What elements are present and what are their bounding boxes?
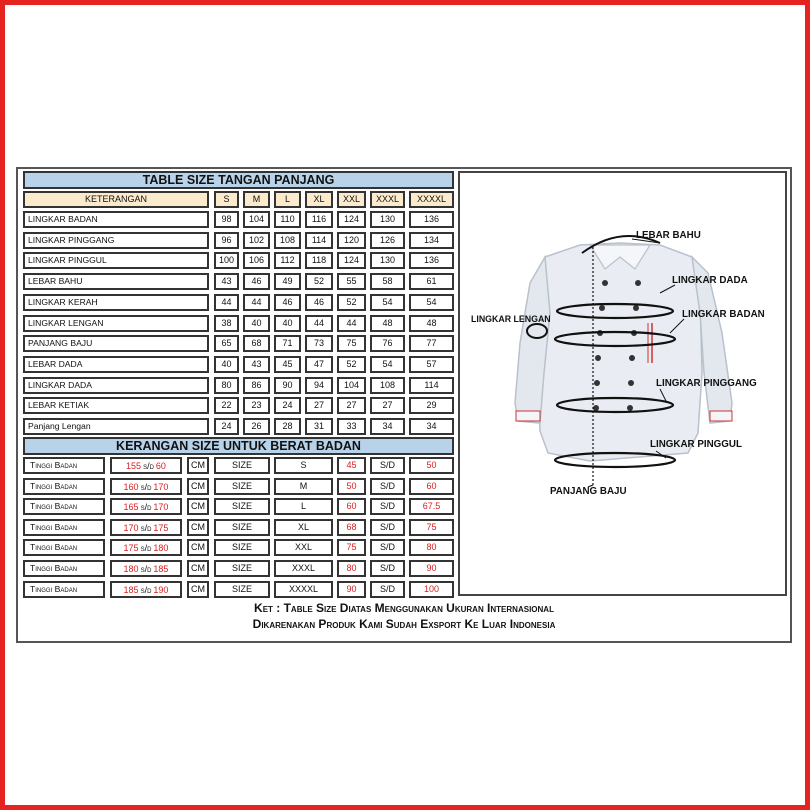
label-panjang-baju: PANJANG BAJU <box>550 486 627 497</box>
size-value-cell: 58 <box>370 273 405 290</box>
size-value-cell: 112 <box>274 252 301 269</box>
height-range-cell <box>110 581 182 598</box>
size-value-cell: 27 <box>305 397 333 414</box>
height-from: 185 <box>123 584 139 595</box>
size-value-cell: 40 <box>274 315 301 332</box>
size-value-cell: 114 <box>305 232 333 249</box>
unit-cm-cell: CM <box>187 560 209 577</box>
row-label: LINGKAR KERAH <box>23 294 209 311</box>
weight-table-title: KERANGAN SIZE UNTUK BERAT BADAN <box>23 437 454 455</box>
size-value-cell: 96 <box>214 232 239 249</box>
size-value-cell: 71 <box>274 335 301 352</box>
height-from: 165 <box>123 502 139 513</box>
size-value-cell: 124 <box>337 252 366 269</box>
weight-from-cell: 45 <box>337 457 366 474</box>
size-value-cell: XXL <box>274 539 333 556</box>
size-value-cell: 54 <box>370 356 405 373</box>
size-value-cell: 27 <box>370 397 405 414</box>
header-size-m: M <box>243 191 270 208</box>
row-label: LINGKAR LENGAN <box>23 315 209 332</box>
size-value-cell: 31 <box>305 418 333 435</box>
size-value-cell: XL <box>274 519 333 536</box>
weight-to-cell: 80 <box>409 539 454 556</box>
weight-from-cell: 60 <box>337 498 366 515</box>
tinggi-badan-label: Tinggi Badan <box>23 519 105 536</box>
size-value-cell: 47 <box>305 356 333 373</box>
header-size-s: S <box>214 191 239 208</box>
height-sep: s/d <box>140 502 152 513</box>
size-value-cell: 77 <box>409 335 454 352</box>
height-to: 185 <box>153 564 169 574</box>
size-value-cell: 98 <box>214 211 239 228</box>
size-value-cell: 44 <box>305 315 333 332</box>
header-size-xxxxl: XXXXL <box>409 191 454 208</box>
height-range-cell <box>110 478 182 495</box>
tinggi-badan-label: Tinggi Badan <box>23 457 105 474</box>
height-from: 175 <box>123 543 139 554</box>
row-label: PANJANG BAJU <box>23 335 209 352</box>
size-value-cell: 52 <box>337 294 366 311</box>
unit-cm-cell: CM <box>187 519 209 536</box>
weight-sep-cell: S/D <box>370 581 405 598</box>
weight-sep-cell: S/D <box>370 478 405 495</box>
size-value-cell: 29 <box>409 397 454 414</box>
size-value-cell: 80 <box>214 377 239 394</box>
left-cuff <box>516 411 540 421</box>
size-value-cell: 54 <box>370 294 405 311</box>
height-from: 180 <box>123 564 139 574</box>
height-to: 170 <box>153 502 169 513</box>
size-value-cell: 40 <box>243 315 270 332</box>
size-label-cell: SIZE <box>214 539 270 556</box>
size-value-cell: 46 <box>274 294 301 311</box>
size-value-cell: 120 <box>337 232 366 249</box>
row-label: LEBAR BAHU <box>23 273 209 290</box>
size-value-cell: 76 <box>370 335 405 352</box>
size-value-cell: 124 <box>337 211 366 228</box>
header-size-xxxl: XXXL <box>370 191 405 208</box>
size-value-cell: 130 <box>370 252 405 269</box>
right-cuff <box>710 411 732 421</box>
size-value-cell: 90 <box>274 377 301 394</box>
tinggi-badan-label: Tinggi Badan <box>23 581 105 598</box>
height-from: 160 <box>123 481 139 492</box>
height-range-cell <box>110 539 182 556</box>
weight-to-cell: 67.5 <box>409 498 454 515</box>
size-value-cell: 43 <box>214 273 239 290</box>
label-lingkar-lengan: LINGKAR LENGAN <box>471 314 551 324</box>
label-lingkar-pinggang: LINGKAR PINGGANG <box>656 378 757 389</box>
size-value-cell: 27 <box>337 397 366 414</box>
jacket-diagram <box>458 171 787 596</box>
weight-from-cell: 68 <box>337 519 366 536</box>
size-value-cell: 49 <box>274 273 301 290</box>
height-from: 155 <box>126 461 142 471</box>
weight-sep-cell: S/D <box>370 560 405 577</box>
weight-to-cell: 75 <box>409 519 454 536</box>
size-value-cell: 68 <box>243 335 270 352</box>
height-to: 180 <box>153 543 169 554</box>
weight-from-cell: 75 <box>337 539 366 556</box>
size-value-cell: XXXL <box>274 560 333 577</box>
size-value-cell: 75 <box>337 335 366 352</box>
height-sep: s/d <box>140 564 152 574</box>
size-value-cell: 22 <box>214 397 239 414</box>
size-value-cell: 65 <box>214 335 239 352</box>
row-label: Panjang Lengan <box>23 418 209 435</box>
size-value-cell: 44 <box>214 294 239 311</box>
unit-cm-cell: CM <box>187 457 209 474</box>
size-value-cell: 57 <box>409 356 454 373</box>
weight-from-cell: 80 <box>337 560 366 577</box>
header-size-xxl: XXL <box>337 191 366 208</box>
unit-cm-cell: CM <box>187 581 209 598</box>
size-table-title: TABLE SIZE TANGAN PANJANG <box>23 171 454 189</box>
size-value-cell: 118 <box>305 252 333 269</box>
size-label-cell: SIZE <box>214 498 270 515</box>
label-lingkar-dada: LINGKAR DADA <box>672 275 748 286</box>
height-sep: s/d <box>140 481 152 492</box>
weight-from-cell: 90 <box>337 581 366 598</box>
size-value-cell: 114 <box>409 377 454 394</box>
weight-sep-cell: S/D <box>370 498 405 515</box>
size-value-cell: 130 <box>370 211 405 228</box>
weight-to-cell: 90 <box>409 560 454 577</box>
height-range-cell <box>110 498 182 515</box>
row-label: LINGKAR BADAN <box>23 211 209 228</box>
size-value-cell: 106 <box>243 252 270 269</box>
size-value-cell: 136 <box>409 211 454 228</box>
height-range-cell <box>110 560 182 577</box>
size-value-cell: 45 <box>274 356 301 373</box>
size-label-cell: SIZE <box>214 457 270 474</box>
size-value-cell: M <box>274 478 333 495</box>
size-value-cell: 52 <box>305 273 333 290</box>
size-value-cell: 102 <box>243 232 270 249</box>
tinggi-badan-label: Tinggi Badan <box>23 560 105 577</box>
unit-cm-cell: CM <box>187 539 209 556</box>
note-line-2: Dikarenakan Produk Kami Sudah Exsport Ke Luar Indonesia <box>252 617 556 631</box>
height-sep: s/d <box>140 543 152 554</box>
label-lingkar-badan: LINGKAR BADAN <box>682 309 765 320</box>
size-value-cell: XXXXL <box>274 581 333 598</box>
row-label: LINGKAR PINGGUL <box>23 252 209 269</box>
size-label-cell: SIZE <box>214 560 270 577</box>
size-value-cell: 136 <box>409 252 454 269</box>
size-value-cell: 44 <box>243 294 270 311</box>
unit-cm-cell: CM <box>187 478 209 495</box>
size-value-cell: 46 <box>305 294 333 311</box>
height-range-cell <box>110 457 182 474</box>
size-value-cell: 34 <box>370 418 405 435</box>
row-label: LEBAR DADA <box>23 356 209 373</box>
weight-to-cell: 100 <box>409 581 454 598</box>
size-value-cell: 34 <box>409 418 454 435</box>
row-label: LINGKAR PINGGANG <box>23 232 209 249</box>
size-value-cell: 134 <box>409 232 454 249</box>
height-range-cell <box>110 519 182 536</box>
size-value-cell: L <box>274 498 333 515</box>
height-sep: s/d <box>140 522 152 533</box>
size-value-cell: 108 <box>274 232 301 249</box>
size-value-cell: 61 <box>409 273 454 290</box>
size-value-cell: 126 <box>370 232 405 249</box>
size-value-cell: 48 <box>370 315 405 332</box>
label-lingkar-pinggul: LINGKAR PINGGUL <box>650 439 742 450</box>
size-value-cell: 43 <box>243 356 270 373</box>
size-value-cell: 100 <box>214 252 239 269</box>
size-value-cell: 104 <box>337 377 366 394</box>
size-value-cell: 33 <box>337 418 366 435</box>
size-value-cell: 52 <box>337 356 366 373</box>
header-size-xl: XL <box>305 191 333 208</box>
header-size-l: L <box>274 191 301 208</box>
height-to: 60 <box>155 461 166 471</box>
size-value-cell: 73 <box>305 335 333 352</box>
tinggi-badan-label: Tinggi Badan <box>23 539 105 556</box>
size-value-cell: 48 <box>409 315 454 332</box>
height-to: 190 <box>153 584 169 595</box>
size-value-cell: 46 <box>243 273 270 290</box>
height-sep: s/d <box>143 461 154 471</box>
weight-to-cell: 50 <box>409 457 454 474</box>
size-label-cell: SIZE <box>214 478 270 495</box>
row-label: LINGKAR DADA <box>23 377 209 394</box>
note-line-1: Ket : Table Size Diatas Menggunakan Ukuran Internasional <box>254 601 554 615</box>
size-value-cell: 86 <box>243 377 270 394</box>
size-value-cell: 54 <box>409 294 454 311</box>
size-value-cell: 55 <box>337 273 366 290</box>
weight-sep-cell: S/D <box>370 539 405 556</box>
size-value-cell: 104 <box>243 211 270 228</box>
height-to: 170 <box>153 481 169 492</box>
tinggi-badan-label: Tinggi Badan <box>23 478 105 495</box>
size-value-cell: 44 <box>337 315 366 332</box>
size-value-cell: S <box>274 457 333 474</box>
height-from: 170 <box>123 522 139 533</box>
unit-cm-cell: CM <box>187 498 209 515</box>
size-value-cell: 28 <box>274 418 301 435</box>
size-value-cell: 110 <box>274 211 301 228</box>
weight-from-cell: 50 <box>337 478 366 495</box>
height-sep: s/d <box>140 584 152 595</box>
size-value-cell: 24 <box>214 418 239 435</box>
weight-to-cell: 60 <box>409 478 454 495</box>
size-value-cell: 108 <box>370 377 405 394</box>
weight-sep-cell: S/D <box>370 457 405 474</box>
size-value-cell: 38 <box>214 315 239 332</box>
header-keterangan: KETERANGAN <box>23 191 209 208</box>
height-to: 175 <box>153 522 169 533</box>
tinggi-badan-label: Tinggi Badan <box>23 498 105 515</box>
size-value-cell: 116 <box>305 211 333 228</box>
size-value-cell: 23 <box>243 397 270 414</box>
size-value-cell: 40 <box>214 356 239 373</box>
label-lebar-bahu: LEBAR BAHU <box>636 230 701 241</box>
size-value-cell: 26 <box>243 418 270 435</box>
size-label-cell: SIZE <box>214 519 270 536</box>
weight-sep-cell: S/D <box>370 519 405 536</box>
size-value-cell: 94 <box>305 377 333 394</box>
size-label-cell: SIZE <box>214 581 270 598</box>
row-label: LEBAR KETIAK <box>23 397 209 414</box>
size-value-cell: 24 <box>274 397 301 414</box>
